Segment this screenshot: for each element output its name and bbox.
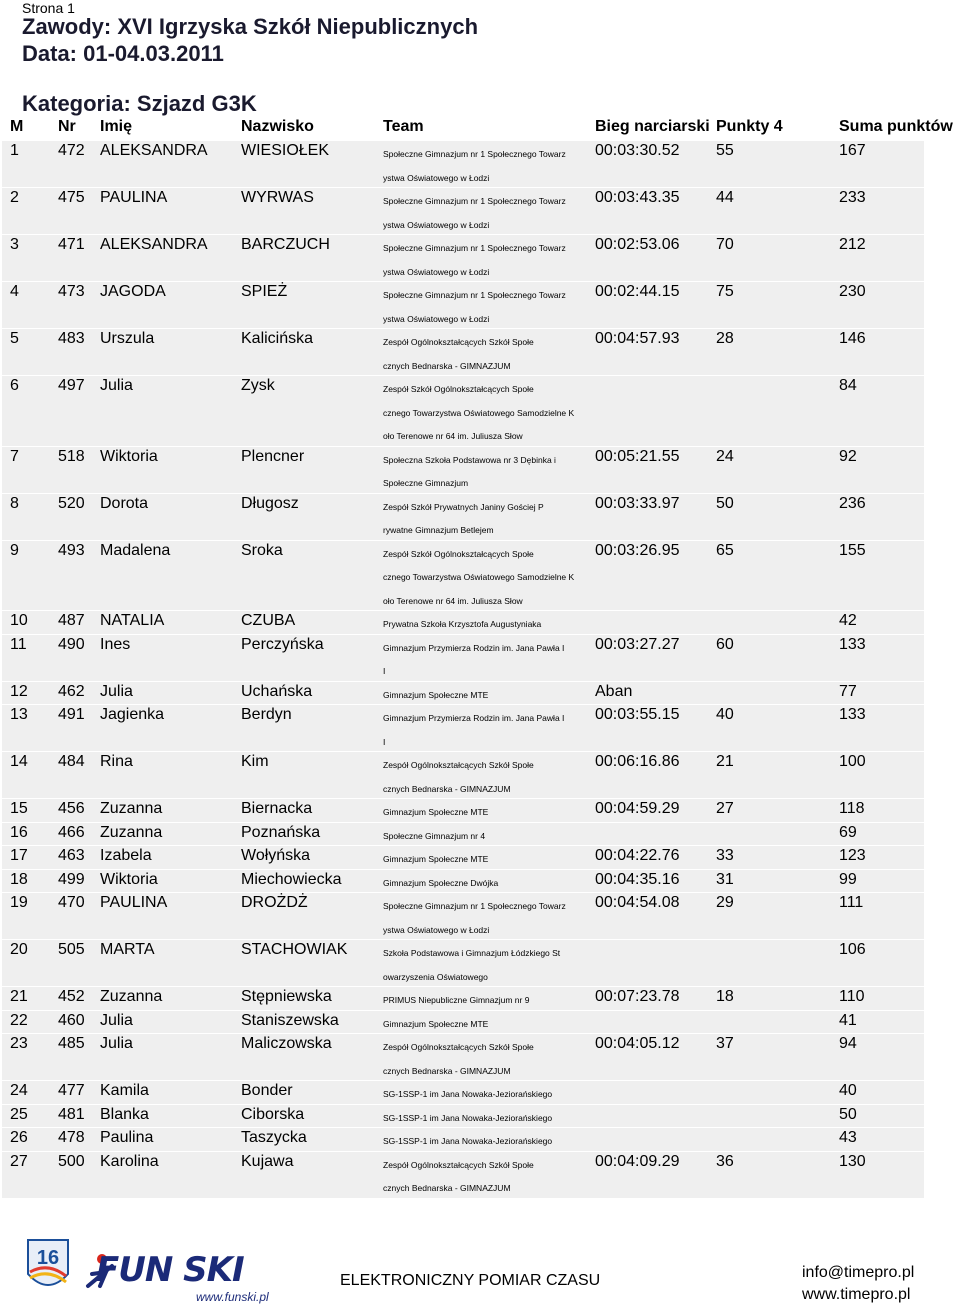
cell-total: 123: [839, 847, 866, 864]
cell-team-line: Społeczna Szkoła Podstawowa nr 3 Dębinka i: [383, 454, 556, 465]
cell-number: 466: [58, 823, 85, 841]
cell-time: 00:03:33.97: [595, 494, 680, 512]
table-row: [2, 635, 924, 681]
cell-number: 505: [58, 941, 85, 958]
cell-team-line: Gimnazjum Społeczne Dwójka: [383, 877, 499, 888]
cell-time: 00:02:53.06: [595, 236, 680, 253]
header-first-name: Imię: [100, 118, 133, 135]
cell-place: 6: [10, 377, 19, 394]
cell-team-line: I: [383, 666, 386, 676]
cell-total: 236: [839, 494, 866, 512]
cell-team-line: Gimnazjum Przymierza Rodzin im. Jana Pawła I: [383, 713, 565, 723]
cell-last-name: Staniszewska: [241, 1011, 339, 1029]
cell-team-line: Prywatna Szkoła Krzysztofa Augustyniaka: [383, 619, 542, 629]
cell-first-name: PAULINA: [100, 189, 168, 206]
cell-first-name: PAULINA: [100, 894, 168, 911]
cell-points: 21: [716, 753, 734, 770]
cell-first-name: ALEKSANDRA: [100, 236, 208, 253]
cell-team-line: cznego Towarzystwa Oświatowego Samodzielne K: [383, 407, 575, 418]
cell-number: 500: [58, 1152, 85, 1170]
cell-number: 481: [58, 1105, 85, 1123]
cell-total: 92: [839, 447, 857, 465]
cell-total: 146: [839, 330, 866, 347]
cell-first-name: Zuzanna: [100, 988, 163, 1005]
cell-team-line: rywatne Gimnazjum Betlejem: [383, 525, 494, 535]
header-last-name: Nazwisko: [241, 118, 314, 135]
igrzyska-16-logo: [20, 1232, 76, 1298]
cell-place: 19: [10, 894, 28, 911]
cell-place: 25: [10, 1105, 28, 1123]
cell-place: 3: [10, 236, 19, 253]
cell-points: 24: [716, 447, 734, 465]
funski-url: www.funski.pl: [196, 1290, 269, 1304]
cell-points: 70: [716, 236, 734, 253]
cell-first-name: MARTA: [100, 941, 155, 958]
cell-time: 00:07:23.78: [595, 988, 680, 1005]
cell-points: 55: [716, 142, 734, 159]
cell-place: 20: [10, 941, 28, 958]
cell-team-line: Zespół Ogólnokształcących Szkół Społe: [383, 1159, 534, 1170]
cell-last-name: Bonder: [241, 1082, 293, 1099]
cell-first-name: Jagienka: [100, 706, 165, 723]
cell-total: 212: [839, 236, 866, 253]
cell-number: 499: [58, 870, 85, 888]
cell-last-name: Berdyn: [241, 706, 292, 723]
category-title: Kategoria: Szjazd G3K: [22, 91, 257, 116]
cell-first-name: Blanka: [100, 1105, 149, 1123]
cell-total: 69: [839, 823, 857, 841]
cell-team-line: Zespół Ogólnokształcących Szkół Społe: [383, 1042, 534, 1052]
cell-last-name: Sroka: [241, 541, 283, 559]
cell-total: 94: [839, 1035, 857, 1052]
cell-first-name: Zuzanna: [100, 800, 163, 817]
cell-team-line: Zespół Ogólnokształcących Szkół Społe: [383, 337, 534, 347]
cell-last-name: Poznańska: [241, 823, 321, 841]
contact-email: info@timepro.pl: [802, 1264, 915, 1281]
cell-team-line: I: [383, 736, 386, 747]
cell-team-line: Społeczne Gimnazjum nr 1 Społecznego Towarz: [383, 243, 566, 253]
cell-first-name: JAGODA: [100, 283, 166, 300]
cell-points: 60: [716, 635, 734, 653]
cell-place: 24: [10, 1082, 28, 1099]
cell-team-line: PRIMUS Niepubliczne Gimnazjum nr 9: [383, 995, 530, 1005]
cell-last-name: STACHOWIAK: [241, 941, 348, 958]
cell-time: 00:06:16.86: [595, 753, 680, 770]
timing-label: ELEKTRONICZNY POMIAR CZASU: [340, 1272, 601, 1289]
cell-first-name: Izabela: [100, 847, 152, 864]
cell-last-name: WYRWAS: [241, 189, 314, 206]
cell-team-line: ystwa Oświatowego w Łodzi: [383, 266, 490, 277]
header-total: Suma punktów: [839, 118, 953, 135]
cell-total: 230: [839, 283, 866, 300]
cell-team-line: Społeczne Gimnazjum nr 1 Społecznego Towarz: [383, 196, 566, 206]
cell-number: 470: [58, 894, 85, 911]
cell-first-name: Julia: [100, 1011, 133, 1029]
cell-time: 00:02:44.15: [595, 283, 680, 300]
cell-last-name: Długosz: [241, 494, 299, 512]
cell-number: 478: [58, 1129, 85, 1146]
cell-number: 485: [58, 1035, 85, 1052]
cell-team-line: Społeczne Gimnazjum: [383, 478, 469, 488]
cell-total: 118: [839, 800, 865, 817]
cell-total: 99: [839, 870, 857, 888]
cell-team-line: Społeczne Gimnazjum nr 1 Społecznego Towarz: [383, 149, 566, 159]
cell-number: 475: [58, 189, 85, 206]
cell-number: 452: [58, 988, 85, 1005]
cell-last-name: Ciborska: [241, 1105, 305, 1123]
cell-first-name: Paulina: [100, 1129, 154, 1146]
cell-total: 50: [839, 1105, 857, 1123]
cell-place: 18: [10, 870, 28, 888]
cell-number: 483: [58, 330, 85, 347]
cell-team-line: SG-1SSP-1 im Jana Nowaka-Jeziorańskiego: [383, 1136, 553, 1146]
cell-time: 00:05:21.55: [595, 447, 680, 465]
cell-last-name: Biernacka: [241, 800, 313, 817]
cell-team-line: Zespół Szkół Ogólnokształcących Społe: [383, 548, 534, 559]
cell-last-name: DROŻDŻ: [241, 894, 308, 911]
cell-points: 28: [716, 330, 734, 347]
cell-points: 29: [716, 894, 734, 911]
cell-place: 10: [10, 612, 28, 629]
cell-first-name: Madalena: [100, 541, 171, 559]
cell-points: 40: [716, 706, 734, 723]
cell-points: 27: [716, 800, 734, 817]
cell-place: 23: [10, 1035, 28, 1052]
cell-first-name: Wiktoria: [100, 447, 158, 465]
cell-first-name: Kamila: [100, 1082, 149, 1099]
cell-last-name: Zysk: [241, 377, 275, 394]
cell-first-name: NATALIA: [100, 612, 165, 629]
cell-time: 00:03:27.27: [595, 635, 680, 653]
cell-team-line: SG-1SSP-1 im Jana Nowaka-Jeziorańskiego: [383, 1089, 553, 1099]
header-time: Bieg narciarski: [595, 118, 710, 135]
cell-place: 16: [10, 823, 28, 841]
cell-total: 167: [839, 142, 866, 159]
cell-place: 7: [10, 447, 19, 465]
cell-team-line: Zespół Szkół Prywatnych Janiny Gościej P: [383, 501, 544, 512]
cell-team-line: cznych Bednarska - GIMNAZJUM: [383, 783, 511, 794]
header-number: Nr: [58, 118, 76, 135]
cell-number: 487: [58, 612, 85, 629]
cell-place: 2: [10, 189, 19, 206]
cell-last-name: Stępniewska: [241, 988, 332, 1005]
cell-team-line: cznych Bednarska - GIMNAZJUM: [383, 1183, 511, 1193]
cell-last-name: Uchańska: [241, 682, 313, 700]
cell-place: 27: [10, 1152, 28, 1170]
cell-team-line: Szkoła Podstawowa i Gimnazjum Łódzkiego St: [383, 948, 561, 958]
cell-points: 75: [716, 283, 734, 300]
cell-team-line: cznego Towarzystwa Oświatowego Samodzielne K: [383, 572, 575, 582]
cell-first-name: Rina: [100, 753, 133, 770]
cell-number: 491: [58, 706, 85, 723]
cell-place: 9: [10, 541, 19, 559]
cell-place: 4: [10, 283, 19, 300]
cell-points: 65: [716, 541, 734, 559]
cell-first-name: Julia: [100, 377, 133, 394]
cell-number: 520: [58, 494, 85, 512]
cell-last-name: CZUBA: [241, 612, 296, 629]
cell-total: 40: [839, 1082, 857, 1099]
cell-last-name: Perczyńska: [241, 635, 324, 653]
cell-number: 472: [58, 142, 85, 159]
cell-team-line: ystwa Oświatowego w Łodzi: [383, 924, 490, 935]
cell-last-name: Miechowiecka: [241, 870, 342, 888]
cell-first-name: ALEKSANDRA: [100, 142, 208, 159]
cell-last-name: Kujawa: [241, 1152, 294, 1170]
cell-total: 42: [839, 612, 857, 629]
cell-team-line: Zespół Ogólnokształcących Szkół Społe: [383, 760, 534, 770]
cell-points: 44: [716, 189, 734, 206]
cell-team-line: Gimnazjum Społeczne MTE: [383, 807, 489, 817]
cell-total: 130: [839, 1152, 866, 1170]
cell-place: 15: [10, 800, 28, 817]
cell-number: 460: [58, 1011, 85, 1029]
cell-time: Aban: [595, 682, 633, 700]
cell-last-name: Taszycka: [241, 1129, 307, 1146]
cell-last-name: Kim: [241, 753, 269, 770]
cell-points: 33: [716, 847, 734, 864]
cell-number: 493: [58, 541, 85, 559]
cell-number: 456: [58, 800, 85, 817]
cell-total: 43: [839, 1129, 857, 1146]
competition-title: Zawody: XVI Igrzyska Szkół Niepublicznych: [22, 14, 479, 39]
cell-place: 11: [10, 635, 27, 653]
cell-place: 22: [10, 1011, 28, 1029]
cell-total: 233: [839, 189, 866, 206]
cell-total: 155: [839, 541, 866, 559]
cell-first-name: Zuzanna: [100, 823, 163, 841]
cell-time: 00:04:22.76: [595, 847, 680, 864]
cell-total: 133: [839, 635, 866, 653]
cell-team-line: ystwa Oświatowego w Łodzi: [383, 313, 490, 324]
cell-place: 17: [10, 847, 28, 864]
cell-last-name: WIESIOŁEK: [241, 142, 330, 159]
cell-number: 462: [58, 682, 85, 700]
cell-team-line: Gimnazjum Społeczne MTE: [383, 1018, 489, 1029]
cell-time: 00:03:30.52: [595, 142, 680, 159]
cell-team-line: cznych Bednarska - GIMNAZJUM: [383, 360, 511, 371]
cell-team-line: owarzyszenia Oświatowego: [383, 971, 488, 982]
cell-last-name: Kalicińska: [241, 330, 314, 347]
cell-team-line: oło Terenowe nr 64 im. Juliusza Słow: [383, 595, 523, 606]
cell-number: 497: [58, 377, 85, 394]
cell-number: 518: [58, 447, 85, 465]
cell-time: 00:03:26.95: [595, 541, 680, 559]
cell-team-line: Społeczne Gimnazjum nr 1 Społecznego Towarz: [383, 901, 566, 911]
cell-time: 00:04:09.29: [595, 1152, 680, 1170]
cell-total: 111: [839, 894, 864, 911]
cell-total: 100: [839, 753, 866, 770]
contact-website: www.timepro.pl: [802, 1286, 911, 1303]
header-team: Team: [383, 118, 424, 135]
cell-total: 110: [839, 988, 865, 1005]
competition-date: Data: 01-04.03.2011: [22, 41, 224, 66]
cell-first-name: Wiktoria: [100, 870, 158, 888]
cell-number: 484: [58, 753, 85, 770]
cell-points: 31: [716, 870, 734, 888]
cell-first-name: Dorota: [100, 494, 149, 512]
page-label: Strona 1: [22, 0, 75, 16]
cell-place: 1: [10, 142, 19, 159]
cell-team-line: Społeczne Gimnazjum nr 4: [383, 830, 486, 841]
cell-first-name: Urszula: [100, 330, 155, 347]
cell-first-name: Karolina: [100, 1152, 159, 1170]
cell-place: 13: [10, 706, 28, 723]
cell-total: 77: [839, 682, 857, 700]
cell-total: 84: [839, 377, 857, 394]
cell-place: 26: [10, 1129, 28, 1146]
cell-points: 50: [716, 494, 734, 512]
cell-total: 41: [839, 1011, 857, 1029]
funski-logo: FUN SKI: [96, 1250, 244, 1290]
cell-team-line: cznych Bednarska - GIMNAZJUM: [383, 1065, 511, 1076]
cell-place: 8: [10, 494, 19, 512]
cell-place: 21: [10, 988, 28, 1005]
cell-total: 106: [839, 941, 866, 958]
cell-time: 00:03:43.35: [595, 189, 680, 206]
cell-number: 471: [58, 236, 85, 253]
cell-points: 37: [716, 1035, 734, 1052]
cell-first-name: Ines: [100, 635, 131, 653]
cell-first-name: Julia: [100, 682, 133, 700]
cell-place: 12: [10, 682, 28, 700]
cell-team-line: Gimnazjum Społeczne MTE: [383, 689, 489, 700]
cell-last-name: Wołyńska: [241, 847, 311, 864]
cell-time: 00:04:54.08: [595, 894, 680, 911]
logo-number: 16: [36, 1247, 60, 1269]
cell-last-name: Plencner: [241, 447, 305, 465]
cell-number: 490: [58, 635, 85, 653]
cell-time: 00:04:35.16: [595, 870, 680, 888]
cell-team-line: ystwa Oświatowego w Łodzi: [383, 219, 490, 230]
header-points: Punkty 4: [716, 118, 783, 135]
cell-team-line: ystwa Oświatowego w Łodzi: [383, 172, 490, 183]
cell-total: 133: [839, 706, 866, 723]
cell-last-name: BARCZUCH: [241, 236, 330, 253]
cell-team-line: oło Terenowe nr 64 im. Juliusza Słow: [383, 431, 523, 441]
cell-last-name: Maliczowska: [241, 1035, 332, 1052]
header-place: M: [10, 118, 24, 135]
cell-time: 00:03:55.15: [595, 706, 680, 723]
cell-team-line: SG-1SSP-1 im Jana Nowaka-Jeziorańskiego: [383, 1112, 553, 1123]
cell-time: 00:04:59.29: [595, 800, 680, 817]
cell-last-name: SPIEŻ: [241, 283, 288, 300]
cell-number: 477: [58, 1082, 85, 1099]
cell-first-name: Julia: [100, 1035, 133, 1052]
cell-time: 00:04:57.93: [595, 330, 680, 347]
cell-number: 463: [58, 847, 85, 864]
cell-place: 14: [10, 753, 28, 770]
cell-time: 00:04:05.12: [595, 1035, 680, 1052]
cell-team-line: Gimnazjum Przymierza Rodzin im. Jana Pawła I: [383, 642, 565, 653]
cell-points: 18: [716, 988, 734, 1005]
cell-team-line: Zespół Szkół Ogólnokształcących Społe: [383, 384, 534, 394]
cell-points: 36: [716, 1152, 734, 1170]
cell-place: 5: [10, 330, 19, 347]
cell-team-line: Gimnazjum Społeczne MTE: [383, 854, 489, 864]
cell-team-line: Społeczne Gimnazjum nr 1 Społecznego Towarz: [383, 290, 566, 300]
cell-number: 473: [58, 283, 85, 300]
